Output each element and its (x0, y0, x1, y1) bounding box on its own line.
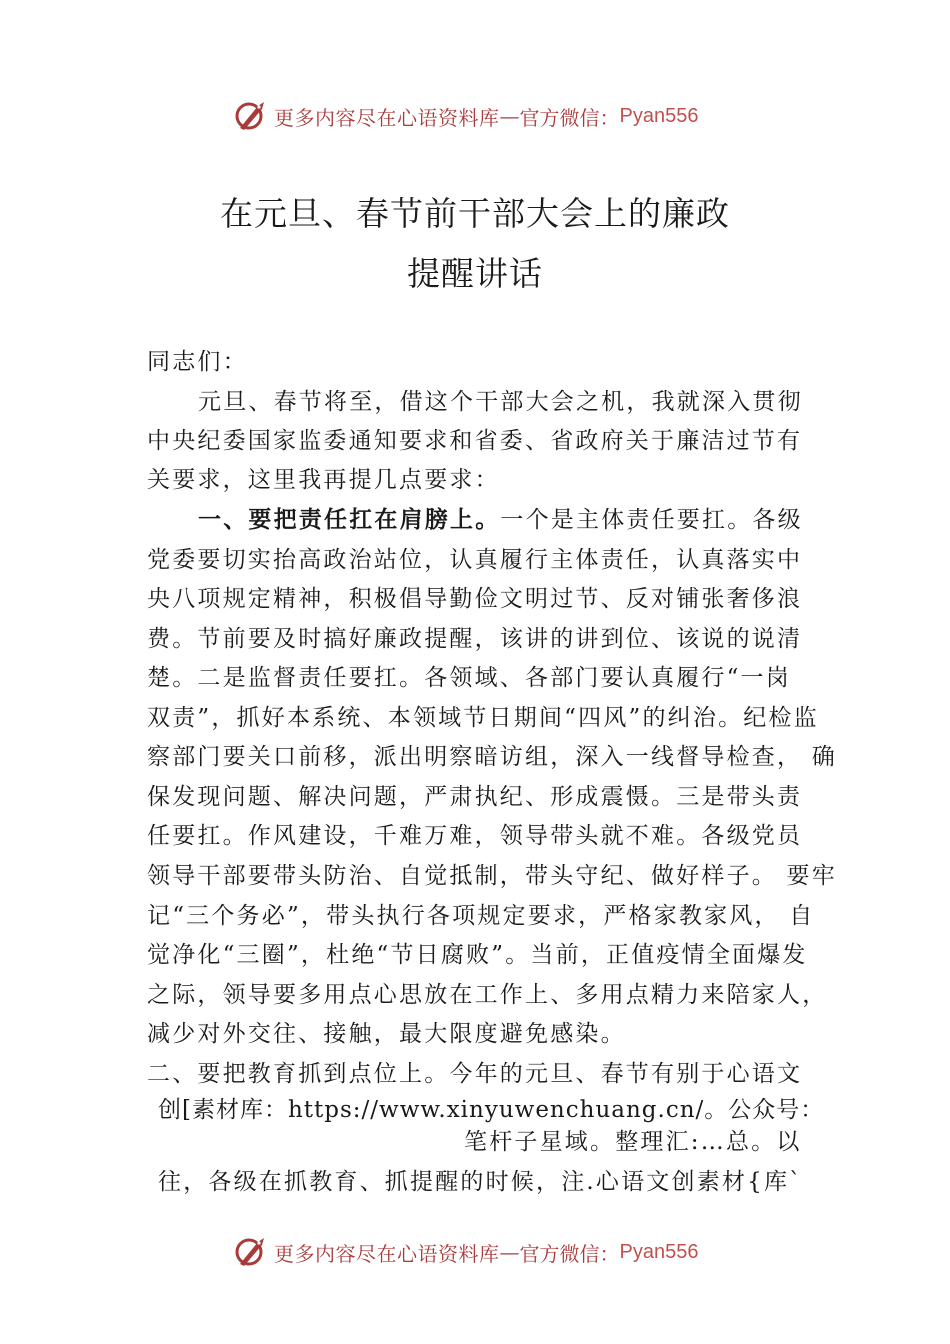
paragraph-line: 之际，领导要多用点心思放在工作上、多用点精力来陪家人， (147, 982, 828, 1008)
section1-first-line (198, 500, 803, 540)
section2-line: 二、要把教育抓到点位上。今年的元旦、春节有别于心语文 (147, 1061, 803, 1087)
document-title-line2: 提醒讲话 (407, 254, 543, 293)
section2-line: 笔杆子星域。整理汇:…总。以 (464, 1129, 802, 1155)
pen-nib-logo-icon (232, 1234, 270, 1270)
section2-line: 往，各级在抓教育、抓提醒的时候，注.心语文创素材{库` (158, 1169, 803, 1195)
footer-watermark (232, 1232, 698, 1272)
paragraph-line: 费。节前要及时搞好廉政提醒，该讲的讲到位、该说的说清 (147, 626, 803, 652)
paragraph-line: 保发现问题、解决问题，严肃执纪、形成震慑。三是带头责 (147, 784, 803, 810)
watermark-dash: — (499, 1240, 520, 1264)
section2-line: 创[素材库：https://www.xinyuwenchuang.cn/。公众号： (158, 1097, 825, 1123)
watermark-dash: — (499, 104, 520, 128)
section1-heading: 一、要把责任扛在肩膀上。 (198, 507, 501, 533)
watermark-text: 更多内容尽在心语资料库 (274, 105, 500, 130)
paragraph-line: 楚。二是监督责任要扛。各领域、各部门要认真履行“一岗 (147, 665, 791, 691)
watermark-wechat-id: Pyan556 (619, 104, 699, 127)
paragraph-line: 领导干部要带头防治、自觉抵制，带头守纪、做好样子。 要牢 (147, 863, 837, 889)
paragraph-line: 察部门要关口前移，派出明察暗访组，深入一线督导检查， 确 (147, 744, 837, 770)
paragraph-line: 任要扛。作风建设，千难万难，领导带头就不难。各级党员 (147, 823, 803, 849)
paragraph-line: 记“三个务必”，带头执行各项规定要求，严格家教家风， 自 (147, 903, 815, 929)
pen-nib-logo-icon (232, 98, 270, 134)
paragraph-line: 党委要切实抬高政治站位，认真履行主体责任，认真落实中 (147, 547, 803, 573)
section1-text: 一个是主体责任要扛。各级 (500, 507, 803, 533)
paragraph-line: 觉净化“三圈”，杜绝“节日腐败”。当前，正值疫情全面爆发 (147, 942, 808, 968)
paragraph-line: 减少对外交往、接触，最大限度避免感染。 (147, 1021, 626, 1047)
paragraph-line: 央八项规定精神，积极倡导勤俭文明过节、反对铺张奢侈浪 (147, 586, 803, 612)
watermark-text: 更多内容尽在心语资料库 (274, 1241, 500, 1266)
watermark-wechat-label: 官方微信： (519, 1241, 620, 1266)
salutation: 同志们： (147, 349, 248, 375)
document-title-line1: 在元旦、春节前干部大会上的廉政 (220, 194, 730, 233)
paragraph-line: 中央纪委国家监委通知要求和省委、省政府关于廉洁过节有 (147, 428, 803, 454)
watermark-wechat-label: 官方微信： (519, 105, 620, 130)
paragraph-line: 双责”，抓好本系统、本领域节日期间“四风”的纠治。纪检监 (147, 705, 819, 731)
watermark-wechat-id: Pyan556 (619, 1240, 699, 1263)
paragraph-line: 元旦、春节将至，借这个干部大会之机，我就深入贯彻 (198, 389, 803, 415)
header-watermark (232, 96, 698, 136)
paragraph-line: 关要求，这里我再提几点要求： (147, 467, 500, 493)
